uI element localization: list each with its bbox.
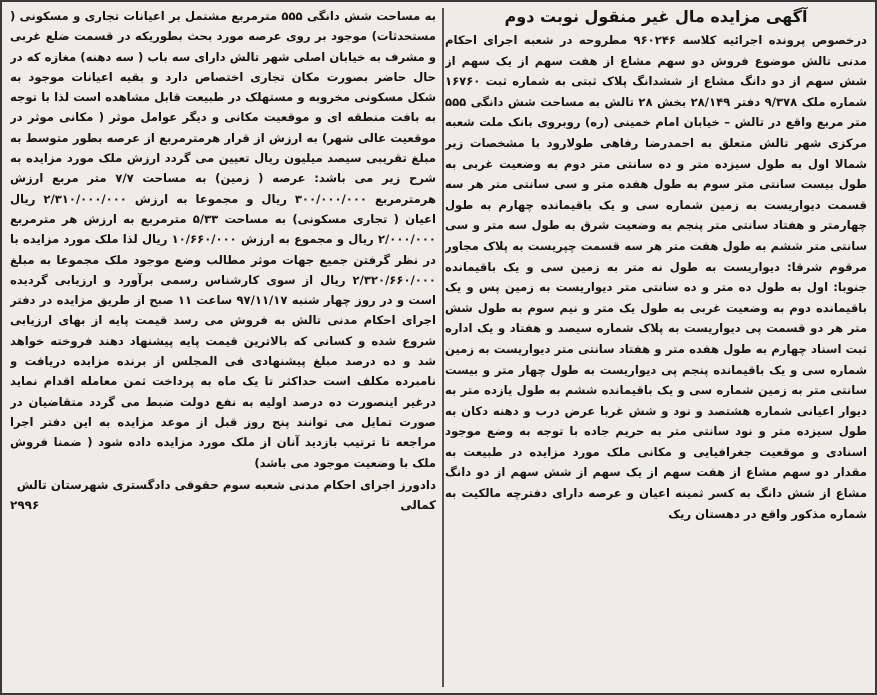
signature-name: کمالی <box>400 497 436 512</box>
column-divider <box>442 8 444 687</box>
notice-title: آگهی مزایده مال غیر منقول نوبت دوم <box>504 7 808 26</box>
notice-code: ۲۹۹۶ <box>10 497 40 512</box>
right-column-text: درخصوص پرونده اجرائیه کلاسه ۹۶۰۲۴۶ مطروحه در شعبه اجرای احکام مدنی تالش موضوع فروش دو سهم مشاع از هفت سهم از یک سهم از شش سهم از دو دانگ مشاع از ششدانگ پلاک ثبتی به شماره ثبت ۱۶۷۶۰ شماره ملک ۹/۳۷۸ دفتر ۲۸/۱۴۹ بخش ۲۸ تالش به مساحت شش دانگی ۵۵۵ متر مربع واقع در تالش – خیابان امام خمینی (ره) روبروی بانک ملت شعبه مرکزی شهر تالش متعلق به احمدرضا رفاهی طولارود با مشخصات زیر شمالا اول به طول سیزده متر و ده سانتی متر دوم به وضعیت غربی به طول بیست سانتی متر سوم به طول هفده متر و سی سانتی متر هر سه قسمت دیواریست به زمین شماره سی و یک باقیمانده چهارم به طول چهارمتر و هفتاد سانتی متر پنجم به وضعیت شرق به طول سه متر و سی سانتی متر ششم به طول هفت متر هر سه قسمت چپریست به پلاک مجاور مرقوم شرقا: دیواریست به طول نه متر به زمین سی و یک باقیمانده جنوبا: اول به طول ده متر و ده سانتی متر دیواریست به زمین پس و یک باقیمانده دوم به وضعیت غربی به طول یک متر و نیم سوم به طول شش متر هر دو قسمت پی دیواریست به پلاک شماره سیصد و هفتاد و یک اداره ثبت اسناد چهارم به طول هفده متر و هفتاد سانتی متر دیواریست به زمین شماره سی و یک باقیمانده پنجم پی دیواریست به طول چهار متر و بیست سانتی متر به زمین شماره سی و یک باقیمانده ششم به طول یازده متر به دیوار اعیانی شماره هشتصد و نود و شش غربا عرض درب و دهنه دکان به طول سیزده متر و نود سانتی متر به حریم جاده با توجه به وضع موجود اسنادی و موقعیت جغرافیایی و مکانی ملک مورد مزایده در طبیعت به مقدار دو سهم مشاع از هفت سهم از یک سهم از شش سهم از دو دانگ مشاع از شش دانگ به کسر ثمینه اعیان و عرصه دارای دفترچه مالکیت به شماره مذکور واقع در دهستان ریک <box>445 33 867 521</box>
signature-row <box>10 495 436 515</box>
signature-title: دادورز اجرای احکام مدنی شعبه سوم حقوقی دادگستری شهرستان تالش <box>16 477 436 492</box>
signature-block <box>10 475 436 515</box>
left-column <box>10 6 436 689</box>
right-column <box>445 6 867 689</box>
left-column-text: به مساحت شش دانگی ۵۵۵ مترمربع مشتمل بر اعیانات تجاری و مسکونی ( مستحدثات) موجود بر روی عرصه مورد بحث بطوریکه در قسمت ضلع غربی و مشرف به خیابان اصلی شهر تالش دارای سه باب ( سه دهنه) مغازه که در حال حاضر بصورت مکان تجاری اختصاص دارد و بقیه اعیانات موجود به شکل مسکونی مخروبه و مستهلک در طبیعت قابل مشاهده است لذا با توجه به بافت منطقه ای و موقعیت مکانی و دیگر عوامل موثر ( مکانی موثر در موقعیت عالی شهر) به ارزش از قرار هرمترمربع از عرصه بطور متوسط به مبلغ تقریبی سیصد میلیون ریال تعیین می گردد ارزش ملک مورد مزایده به شرح زیر می باشد: عرصه ( زمین) به مساحت ۷/۷ متر مربع ارزش هرمترمربع ۳۰۰/۰۰۰/۰۰۰ ریال و مجموعا به ارزش ۲/۳۱۰/۰۰۰/۰۰۰ ریال اعیان ( تجاری مسکونی) به مساحت ۵/۳۳ مترمربع به ارزش هر مترمربع ۲/۰۰۰/۰۰۰ ریال و مجموع به ارزش ۱۰/۶۶۰/۰۰۰ ریال لذا ملک مورد مزایده با در نظر گرفتن جمیع جهات موثر مطالب وضع موجود ملک مجموعا به مبلغ ۲/۳۲۰/۶۶۰/۰۰۰ ریال از سوی کارشناس رسمی برآورد و ارزیابی گردیده است و در روز چهار شنبه ۹۷/۱۱/۱۷ ساعت ۱۱ صبح از طریق مزایده در دفتر اجرای احکام مدنی تالش به فروش می رسد قیمت پایه از بهای ارزیابی شروع شده و کسانی که بالاترین قیمت پایه پیشنهاد دهند فروخته خواهد شد و ده درصد مبلغ پیشنهادی فی المجلس از برنده مزایده دریافت و نامبرده مکلف است حداکثر تا یک ماه به پرداخت ثمن معامله اقدام نماید درغیر اینصورت ده درصد اولیه به نفع دولت ضبط می گردد متقاضیان در صورت تمایل می توانند پنج روز قبل از موعد مزایده به این دفتر اجرا مراجعه تا ترتیب بازدید آنان از ملک مورد مزایده داده شود ( ضمنا فروش ملک با وضعیت موجود می باشد) <box>10 9 436 470</box>
